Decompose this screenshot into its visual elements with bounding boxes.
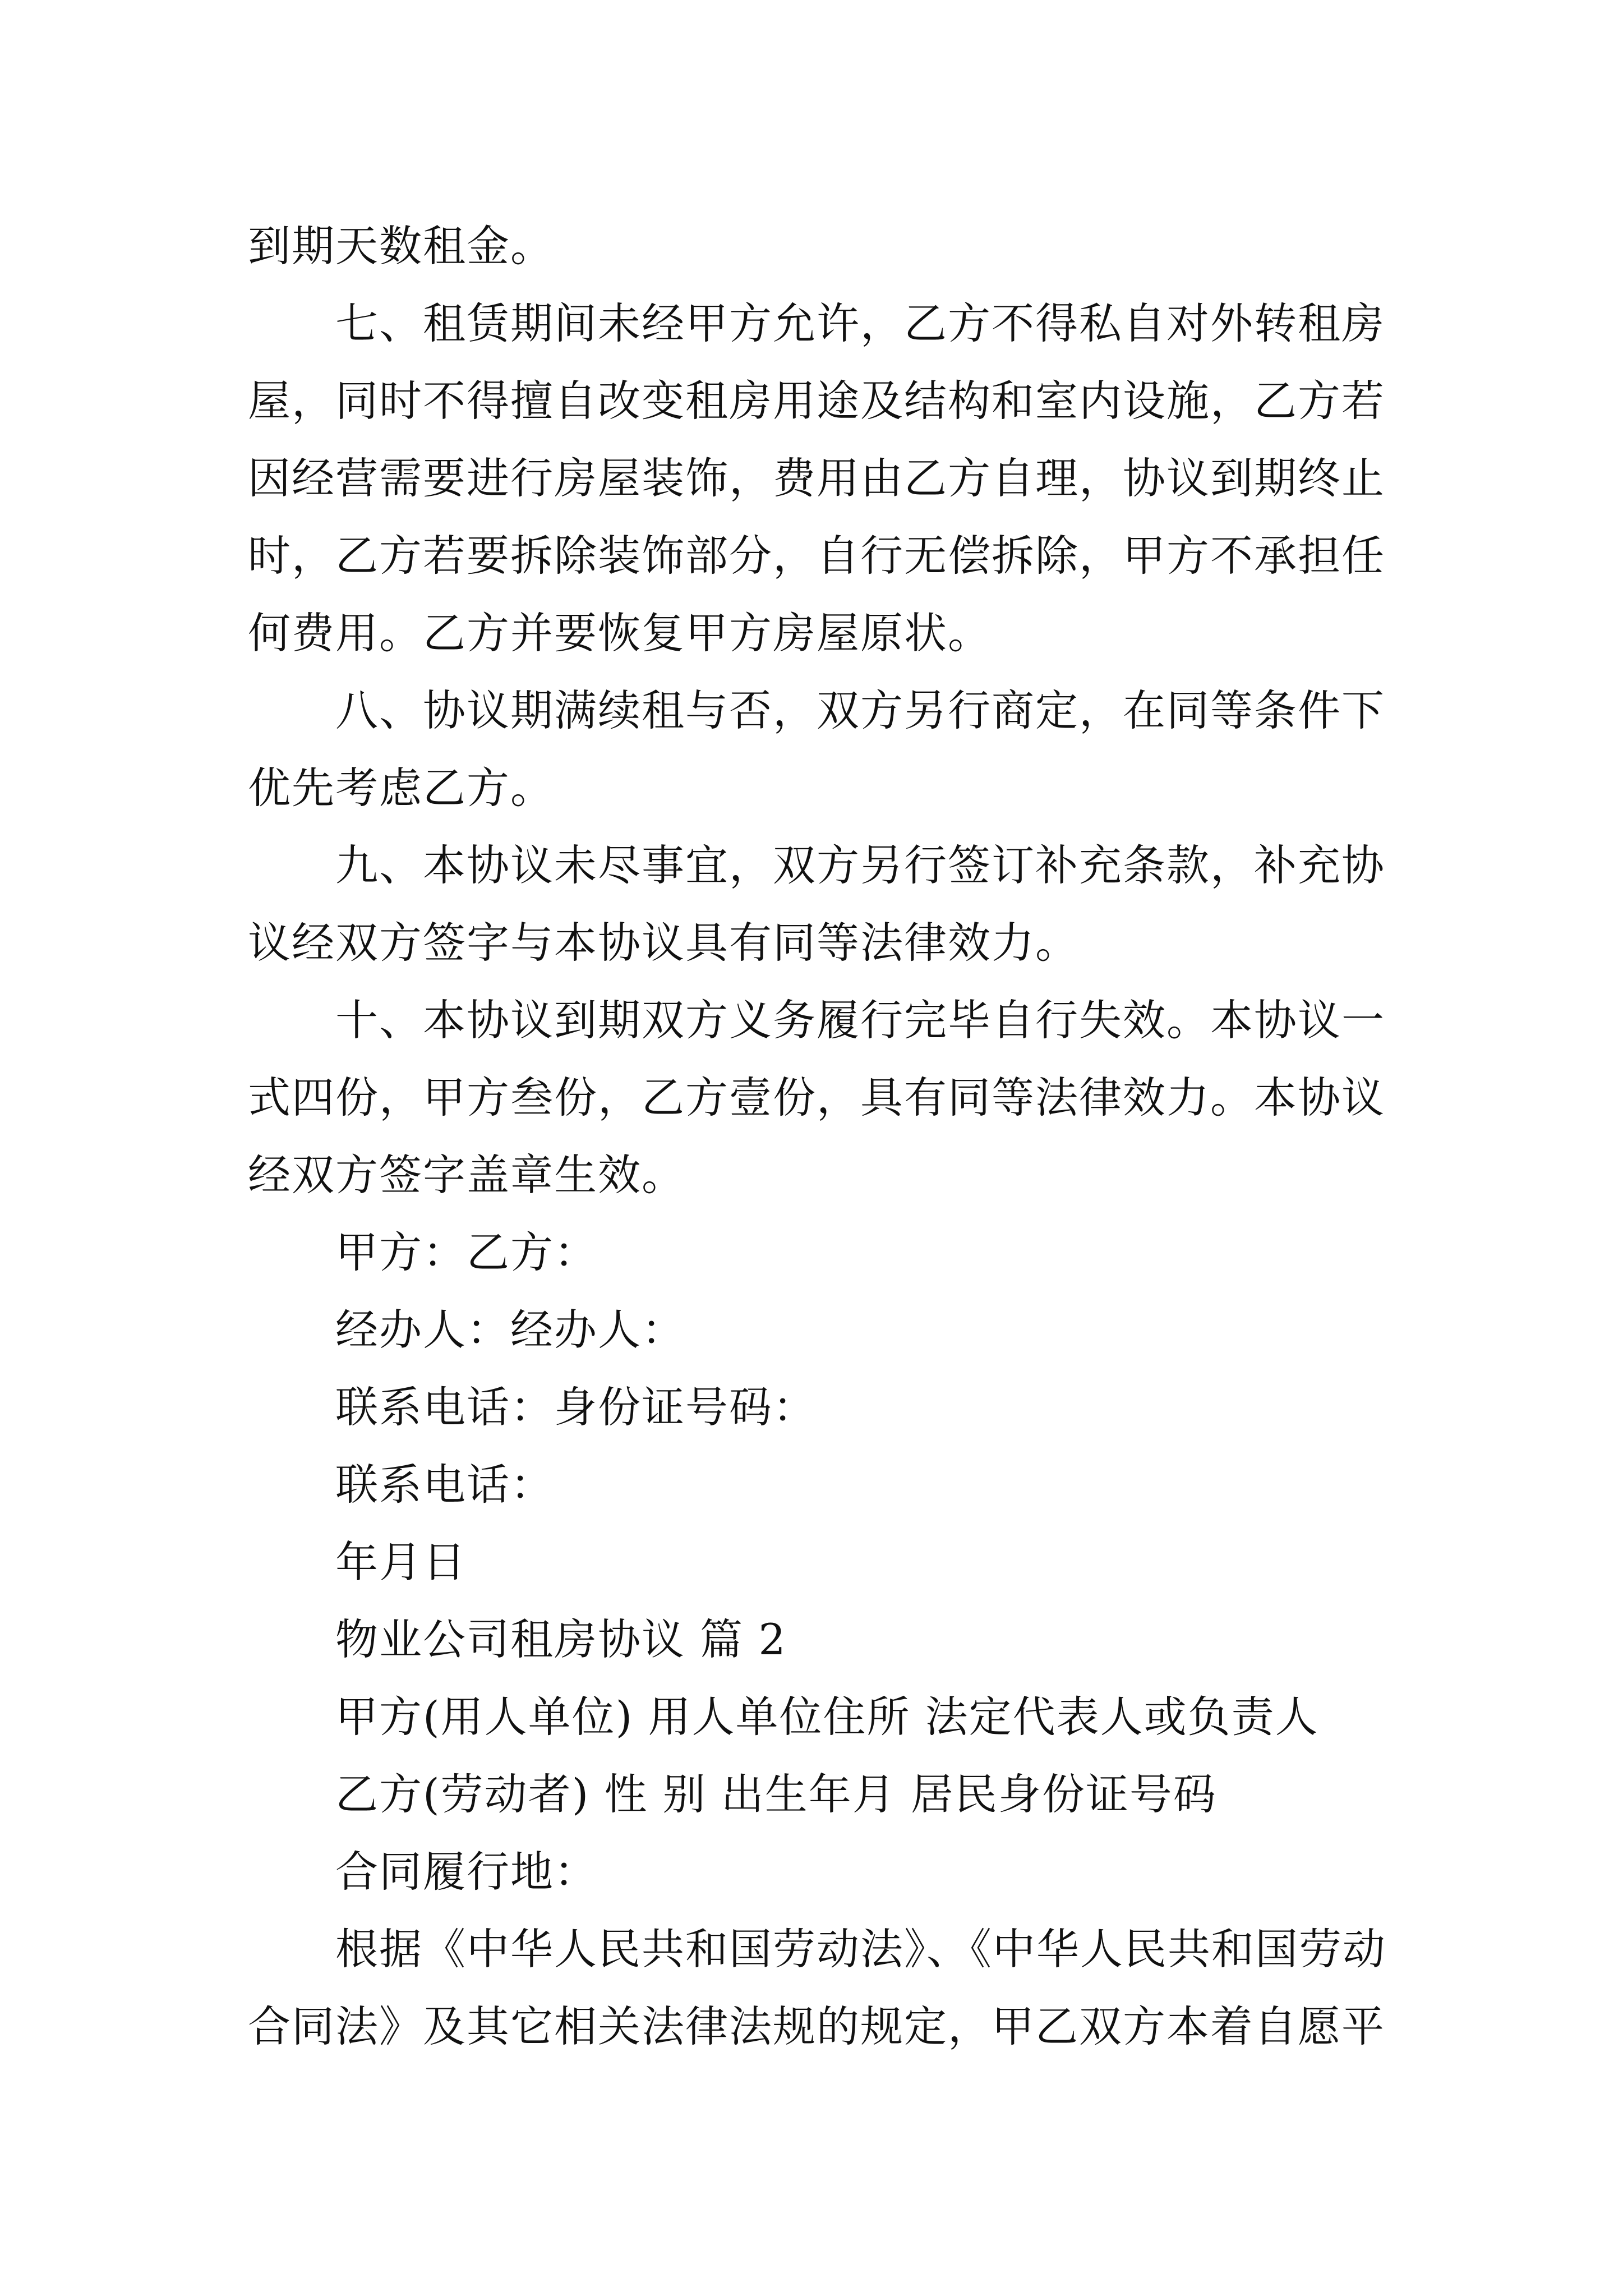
text-line: 何费用。乙方并要恢复甲方房屋原状。 (248, 608, 992, 658)
signature-phone-line: 联系电话： (335, 1460, 554, 1510)
preamble-line: 根据《中华人民共和国劳动法》、《中华人民共和国劳动 (335, 1924, 1386, 1974)
clause-9-line: 九、本协议未尽事宜，双方另行签订补充条款，补充协 (335, 840, 1385, 890)
signature-party-line: 甲方：乙方： (335, 1227, 598, 1277)
text-line: 合同法》及其它相关法律法规的规定，甲乙双方本着自愿平 (248, 2001, 1385, 2051)
clause-10-line: 十、本协议到期双方义务履行完毕自行失效。本协议一 (335, 995, 1385, 1045)
party-a-info-line: 甲方(用人单位) 用人单位住所 法定代表人或负责人 (335, 1692, 1319, 1742)
clause-7-line: 七、租赁期间未经甲方允许，乙方不得私自对外转租房 (335, 298, 1385, 348)
signature-date-line: 年月日 (335, 1537, 467, 1587)
text-line: 议经双方签字与本协议具有同等法律效力。 (248, 918, 1079, 968)
clause-8-line: 八、协议期满续租与否，双方另行商定，在同等条件下 (335, 685, 1385, 735)
document-body (248, 208, 1386, 2065)
contract-location-line: 合同履行地： (335, 1847, 598, 1897)
signature-agent-line: 经办人：经办人： (335, 1305, 685, 1355)
text-line: 时，乙方若要拆除装饰部分，自行无偿拆除，甲方不承担任 (248, 531, 1385, 581)
text-line: 经双方签字盖章生效。 (248, 1150, 685, 1200)
text-line: 屋，同时不得擅自改变租房用途及结构和室内设施，乙方若 (248, 376, 1385, 426)
text-line: 到期天数租金。 (248, 221, 554, 271)
signature-phone-id-line: 联系电话：身份证号码： (335, 1382, 817, 1432)
text-line: 式四份，甲方叁份，乙方壹份，具有同等法律效力。本协议 (248, 1073, 1385, 1122)
section-heading: 物业公司租房协议 篇 2 (335, 1614, 787, 1664)
party-b-info-line: 乙方(劳动者) 性 别 出生年月 居民身份证号码 (335, 1769, 1217, 1819)
text-line: 因经营需要进行房屋装饰，费用由乙方自理，协议到期终止 (248, 453, 1385, 503)
text-line: 优先考虑乙方。 (248, 763, 554, 813)
